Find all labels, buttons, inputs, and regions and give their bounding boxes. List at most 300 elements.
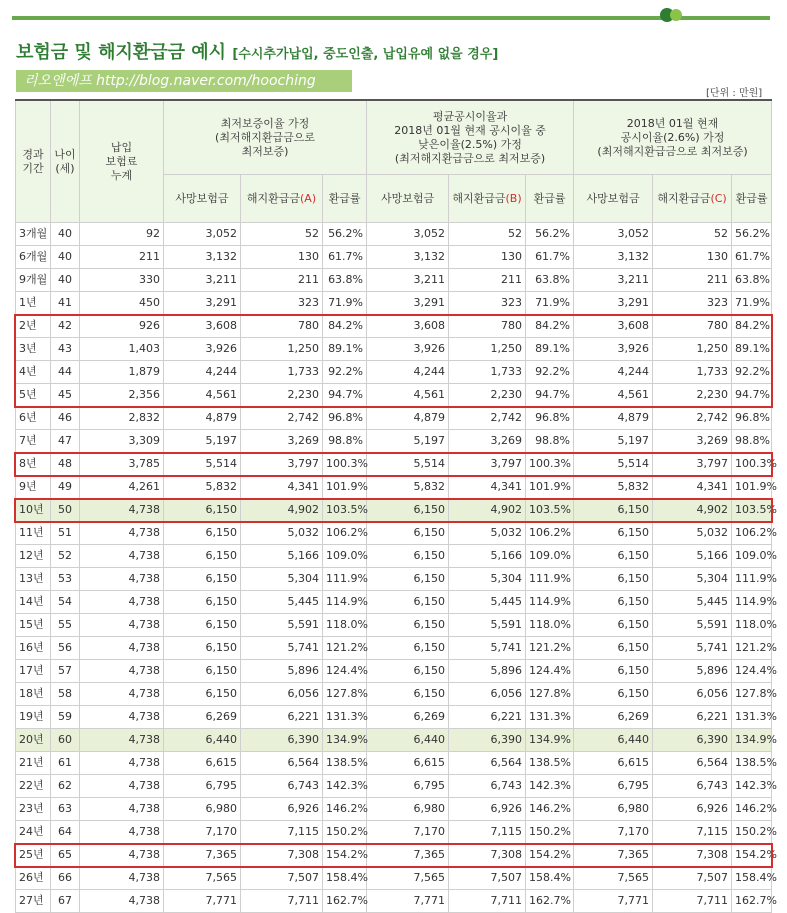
table-cell: 6,150: [574, 545, 653, 568]
table-row: [16, 522, 772, 545]
header-group-line: (최저해지환급금으로 최저보증): [597, 144, 748, 158]
table-cell: 94.7%: [526, 384, 574, 407]
table-row: [16, 614, 772, 637]
table-cell: 3,132: [367, 246, 449, 269]
table-cell: 7,115: [653, 821, 732, 844]
table-cell: 5,896: [449, 660, 526, 683]
table-cell: 127.8%: [732, 683, 772, 706]
table-cell: 127.8%: [526, 683, 574, 706]
table-cell: 101.9%: [732, 476, 772, 499]
table-cell: 7,115: [449, 821, 526, 844]
table-cell: 3,052: [367, 223, 449, 246]
table-cell: 89.1%: [526, 338, 574, 361]
table-row: [16, 223, 772, 246]
unit-label: [단위 : 만원]: [706, 88, 763, 99]
table-cell: 23년: [16, 798, 51, 821]
table-cell: 5,445: [449, 591, 526, 614]
table-cell: 14년: [16, 591, 51, 614]
table-cell: 4,738: [80, 499, 164, 522]
table-cell: 92.2%: [732, 361, 772, 384]
table-cell: 6,150: [367, 683, 449, 706]
table-cell: 6,150: [367, 522, 449, 545]
table-cell: 6,440: [367, 729, 449, 752]
table-cell: 5년: [16, 384, 51, 407]
table-cell: 1,403: [80, 338, 164, 361]
header-letter: (C): [710, 191, 727, 205]
table-row: [16, 706, 772, 729]
table-row: [16, 430, 772, 453]
table-cell: 109.0%: [732, 545, 772, 568]
table-cell: 4,738: [80, 844, 164, 867]
table-cell: 4,738: [80, 522, 164, 545]
table-cell: 48: [51, 453, 80, 476]
table-cell: 17년: [16, 660, 51, 683]
table-cell: 6,269: [164, 706, 241, 729]
table-cell: 46: [51, 407, 80, 430]
blog-url: 리오앤에프 http://blog.naver.com/hooching: [24, 73, 316, 89]
table-cell: 926: [80, 315, 164, 338]
table-cell: 3,269: [241, 430, 323, 453]
table-cell: 5,445: [653, 591, 732, 614]
header-group-line: 2018년 01월 현재 공시이율 중: [394, 123, 546, 137]
header-age: [51, 100, 80, 223]
table-cell: 56.2%: [526, 223, 574, 246]
table-cell: 58: [51, 683, 80, 706]
header-group-line: 2018년 01월 현재: [626, 116, 719, 130]
table-cell: 96.8%: [526, 407, 574, 430]
table-cell: 26년: [16, 867, 51, 890]
table-cell: 7,170: [574, 821, 653, 844]
table-cell: 57: [51, 660, 80, 683]
table-cell: 6,795: [367, 775, 449, 798]
table-cell: 6,150: [574, 683, 653, 706]
table-cell: 7,170: [367, 821, 449, 844]
blog-watermark-bar: [16, 70, 352, 92]
table-cell: 5,514: [367, 453, 449, 476]
table-row: [16, 683, 772, 706]
table-cell: 4,244: [164, 361, 241, 384]
table-cell: 92.2%: [526, 361, 574, 384]
table-cell: 3년: [16, 338, 51, 361]
header-surrender-label: 해지환급금: [452, 191, 506, 205]
table-cell: 61: [51, 752, 80, 775]
table-cell: 6,150: [574, 568, 653, 591]
table-cell: 4,261: [80, 476, 164, 499]
table-cell: 142.3%: [526, 775, 574, 798]
table-cell: 60: [51, 729, 80, 752]
table-cell: 92.2%: [323, 361, 367, 384]
table-row: [16, 775, 772, 798]
table-cell: 5,197: [367, 430, 449, 453]
header-group-line: 평균공시이율과: [432, 109, 508, 123]
table-cell: 63.8%: [323, 269, 367, 292]
table-cell: 3,797: [241, 453, 323, 476]
table-cell: 9개월: [16, 269, 51, 292]
table-cell: 4,738: [80, 729, 164, 752]
table-cell: 3,211: [164, 269, 241, 292]
table-cell: 4,561: [574, 384, 653, 407]
table-cell: 1,879: [80, 361, 164, 384]
table-cell: 142.3%: [323, 775, 367, 798]
table-cell: 49: [51, 476, 80, 499]
table-cell: 4,879: [574, 407, 653, 430]
table-cell: 4,341: [653, 476, 732, 499]
table-cell: 121.2%: [732, 637, 772, 660]
table-cell: 63: [51, 798, 80, 821]
table-cell: 67: [51, 890, 80, 913]
table-cell: 5,166: [241, 545, 323, 568]
table-cell: 62: [51, 775, 80, 798]
table-cell: 6,150: [164, 614, 241, 637]
table-cell: 41: [51, 292, 80, 315]
table-cell: 100.3%: [323, 453, 367, 476]
table-cell: 6,926: [653, 798, 732, 821]
table-cell: 6,056: [241, 683, 323, 706]
table-cell: 131.3%: [526, 706, 574, 729]
header-group-c: [574, 100, 772, 175]
table-cell: 4,738: [80, 775, 164, 798]
table-row: [16, 568, 772, 591]
table-cell: 138.5%: [323, 752, 367, 775]
table-cell: 6,150: [367, 499, 449, 522]
table-cell: 96.8%: [732, 407, 772, 430]
header-group-line: (최저해지환급금으로: [215, 130, 315, 144]
table-cell: 130: [653, 246, 732, 269]
table-cell: 6,564: [653, 752, 732, 775]
table-cell: 150.2%: [526, 821, 574, 844]
table-cell: 323: [653, 292, 732, 315]
table-cell: 131.3%: [732, 706, 772, 729]
table-cell: 4,738: [80, 591, 164, 614]
table-cell: 61.7%: [323, 246, 367, 269]
table-cell: 138.5%: [732, 752, 772, 775]
header-group-line: 최저보증이율 가정: [220, 116, 310, 130]
table-cell: 6,221: [653, 706, 732, 729]
table-row: [16, 752, 772, 775]
table-cell: 21년: [16, 752, 51, 775]
table-cell: 6,150: [164, 637, 241, 660]
table-cell: 124.4%: [732, 660, 772, 683]
table-cell: 138.5%: [526, 752, 574, 775]
table-cell: 45: [51, 384, 80, 407]
table-cell: 127.8%: [323, 683, 367, 706]
table-cell: 4년: [16, 361, 51, 384]
table-cell: 100.3%: [732, 453, 772, 476]
table-cell: 6,150: [164, 660, 241, 683]
table-cell: 158.4%: [323, 867, 367, 890]
table-cell: 3,269: [449, 430, 526, 453]
table-cell: 5,166: [449, 545, 526, 568]
table-cell: 5,896: [241, 660, 323, 683]
table-cell: 3,785: [80, 453, 164, 476]
table-cell: 6,150: [367, 591, 449, 614]
table-cell: 7,365: [574, 844, 653, 867]
table-cell: 6개월: [16, 246, 51, 269]
table-cell: 2년: [16, 315, 51, 338]
table-cell: 6,150: [574, 522, 653, 545]
table-cell: 6,150: [164, 545, 241, 568]
table-cell: 20년: [16, 729, 51, 752]
header-death-a: 사망보험금: [164, 175, 241, 223]
table-cell: 6,980: [574, 798, 653, 821]
table-cell: 7,308: [449, 844, 526, 867]
table-cell: 6,150: [367, 637, 449, 660]
table-row: [16, 407, 772, 430]
table-cell: 52: [241, 223, 323, 246]
table-cell: 40: [51, 223, 80, 246]
table-cell: 5,514: [164, 453, 241, 476]
table-cell: 3,797: [653, 453, 732, 476]
table-cell: 5,832: [367, 476, 449, 499]
header-paid-line: 누계: [110, 168, 133, 182]
table-cell: 6,150: [367, 660, 449, 683]
header-period: [16, 100, 51, 223]
table-cell: 5,591: [653, 614, 732, 637]
table-cell: 6,150: [164, 522, 241, 545]
table-cell: 55: [51, 614, 80, 637]
table-cell: 5,591: [241, 614, 323, 637]
table-cell: 96.8%: [323, 407, 367, 430]
table-cell: 106.2%: [526, 522, 574, 545]
table-cell: 101.9%: [526, 476, 574, 499]
table-row: [16, 246, 772, 269]
highlight-box: [14, 843, 773, 868]
table-cell: 103.5%: [323, 499, 367, 522]
table-cell: 103.5%: [732, 499, 772, 522]
table-cell: 4,902: [241, 499, 323, 522]
table-cell: 4,738: [80, 683, 164, 706]
table-cell: 3,608: [574, 315, 653, 338]
table-cell: 63.8%: [732, 269, 772, 292]
table-cell: 43: [51, 338, 80, 361]
table-cell: 7,771: [574, 890, 653, 913]
table-cell: 6,980: [367, 798, 449, 821]
table-cell: 5,304: [241, 568, 323, 591]
table-cell: 146.2%: [732, 798, 772, 821]
table-cell: 118.0%: [732, 614, 772, 637]
table-cell: 134.9%: [732, 729, 772, 752]
table-cell: 6,150: [367, 568, 449, 591]
header-surrender-b: [449, 175, 526, 223]
table-cell: 59: [51, 706, 80, 729]
table-cell: 10년: [16, 499, 51, 522]
table-cell: 7,365: [164, 844, 241, 867]
table-cell: 6,743: [449, 775, 526, 798]
table-cell: 3,052: [574, 223, 653, 246]
table-cell: 162.7%: [732, 890, 772, 913]
table-cell: 4,738: [80, 867, 164, 890]
table-cell: 98.8%: [323, 430, 367, 453]
header-death-c: 사망보험금: [574, 175, 653, 223]
header-paid-line: 납입: [110, 140, 133, 154]
table-cell: 18년: [16, 683, 51, 706]
table-cell: 6,926: [449, 798, 526, 821]
table-cell: 65: [51, 844, 80, 867]
table-cell: 211: [653, 269, 732, 292]
table-cell: 134.9%: [323, 729, 367, 752]
table-cell: 89.1%: [323, 338, 367, 361]
table-cell: 63.8%: [526, 269, 574, 292]
header-paid-line: 보험료: [105, 154, 138, 168]
table-cell: 154.2%: [526, 844, 574, 867]
table-row: [16, 660, 772, 683]
table-cell: 56.2%: [732, 223, 772, 246]
table-cell: 124.4%: [526, 660, 574, 683]
table-cell: 109.0%: [526, 545, 574, 568]
table-cell: 22년: [16, 775, 51, 798]
table-cell: 3,052: [164, 223, 241, 246]
table-cell: 150.2%: [323, 821, 367, 844]
table-cell: 50: [51, 499, 80, 522]
table-cell: 71.9%: [526, 292, 574, 315]
table-cell: 114.9%: [526, 591, 574, 614]
header-age-line: (세): [55, 161, 75, 175]
table-cell: 4,244: [367, 361, 449, 384]
header-surrender-a: [241, 175, 323, 223]
header-group-b: [367, 100, 574, 175]
table-cell: 13년: [16, 568, 51, 591]
table-cell: 2,230: [653, 384, 732, 407]
table-cell: 4,902: [449, 499, 526, 522]
table-cell: 92: [80, 223, 164, 246]
table-cell: 3,211: [574, 269, 653, 292]
table-cell: 100.3%: [526, 453, 574, 476]
table-cell: 98.8%: [732, 430, 772, 453]
table-cell: 4,561: [367, 384, 449, 407]
highlight-box: [14, 452, 773, 477]
header-period-line: 경과: [22, 147, 44, 161]
table-cell: 2,742: [241, 407, 323, 430]
logo-dot-light-icon: [670, 9, 682, 21]
table-cell: 6,150: [574, 591, 653, 614]
table-cell: 5,591: [449, 614, 526, 637]
table-cell: 130: [241, 246, 323, 269]
table-cell: 4,902: [653, 499, 732, 522]
table-cell: 51: [51, 522, 80, 545]
table-cell: 3,291: [574, 292, 653, 315]
table-cell: 84.2%: [323, 315, 367, 338]
table-cell: 7,507: [241, 867, 323, 890]
table-cell: 3개월: [16, 223, 51, 246]
table-cell: 27년: [16, 890, 51, 913]
header-group-line: (최저해지환급금으로 최저보증): [394, 151, 546, 165]
table-cell: 1,733: [653, 361, 732, 384]
table-cell: 1,250: [449, 338, 526, 361]
table-cell: 6,150: [367, 614, 449, 637]
table-row: [16, 292, 772, 315]
table-cell: 16년: [16, 637, 51, 660]
table-cell: 2,742: [653, 407, 732, 430]
table-cell: 6,221: [449, 706, 526, 729]
table-cell: 4,738: [80, 660, 164, 683]
table-cell: 61.7%: [732, 246, 772, 269]
table-cell: 7,565: [367, 867, 449, 890]
table-cell: 121.2%: [323, 637, 367, 660]
header-surrender-label: 해지환급금: [657, 191, 711, 205]
table-cell: 2,832: [80, 407, 164, 430]
header-rate-b: 환급률: [526, 175, 574, 223]
table-cell: 7,308: [653, 844, 732, 867]
table-cell: 6,440: [164, 729, 241, 752]
table-cell: 6,795: [574, 775, 653, 798]
table-cell: 53: [51, 568, 80, 591]
table-cell: 211: [80, 246, 164, 269]
table-cell: 142.3%: [732, 775, 772, 798]
table-cell: 54: [51, 591, 80, 614]
header-group-line: 낮은이율(2.5%) 가정: [418, 137, 522, 151]
table-row: [16, 890, 772, 913]
table-cell: 6,564: [241, 752, 323, 775]
table-cell: 24년: [16, 821, 51, 844]
table-cell: 1년: [16, 292, 51, 315]
table-cell: 4,879: [164, 407, 241, 430]
table-cell: 4,738: [80, 752, 164, 775]
table-cell: 780: [241, 315, 323, 338]
table-cell: 71.9%: [323, 292, 367, 315]
title-main: 보험금 및 해지환급금 예시: [16, 42, 227, 63]
table-cell: 3,797: [449, 453, 526, 476]
table-row: [16, 637, 772, 660]
table-row: [16, 729, 772, 752]
table-cell: 3,132: [574, 246, 653, 269]
table-cell: 3,269: [653, 430, 732, 453]
header-death-b: 사망보험금: [367, 175, 449, 223]
table-cell: 2,230: [449, 384, 526, 407]
table-cell: 4,879: [367, 407, 449, 430]
table-cell: 4,738: [80, 798, 164, 821]
table-cell: 12년: [16, 545, 51, 568]
table-cell: 5,514: [574, 453, 653, 476]
table-cell: 1,733: [449, 361, 526, 384]
table-cell: 61.7%: [526, 246, 574, 269]
title-sub: [수시추가납입, 중도인출, 납입유예 없을 경우]: [232, 47, 499, 62]
table-cell: 7년: [16, 430, 51, 453]
table-cell: 3,608: [164, 315, 241, 338]
table-cell: 323: [449, 292, 526, 315]
table-cell: 1,250: [653, 338, 732, 361]
table-cell: 6,221: [241, 706, 323, 729]
table-cell: 4,738: [80, 821, 164, 844]
table-cell: 6,150: [574, 660, 653, 683]
table-cell: 158.4%: [526, 867, 574, 890]
table-cell: 7,711: [241, 890, 323, 913]
table-cell: 2,356: [80, 384, 164, 407]
header-group-line: 최저보증): [241, 144, 289, 158]
table-cell: 124.4%: [323, 660, 367, 683]
table-cell: 5,832: [164, 476, 241, 499]
table-cell: 40: [51, 269, 80, 292]
table-cell: 25년: [16, 844, 51, 867]
table-cell: 6,926: [241, 798, 323, 821]
table-cell: 40: [51, 246, 80, 269]
table-cell: 134.9%: [526, 729, 574, 752]
table-cell: 6,743: [241, 775, 323, 798]
table-cell: 5,032: [653, 522, 732, 545]
table-cell: 109.0%: [323, 545, 367, 568]
table-cell: 780: [449, 315, 526, 338]
table-cell: 5,032: [449, 522, 526, 545]
header-letter: (A): [300, 191, 317, 205]
table-cell: 94.7%: [732, 384, 772, 407]
table-cell: 450: [80, 292, 164, 315]
table-row: [16, 591, 772, 614]
page-title: [16, 38, 498, 64]
table-cell: 150.2%: [732, 821, 772, 844]
table-cell: 42: [51, 315, 80, 338]
table-cell: 4,738: [80, 568, 164, 591]
table-cell: 154.2%: [323, 844, 367, 867]
table-cell: 7,565: [164, 867, 241, 890]
